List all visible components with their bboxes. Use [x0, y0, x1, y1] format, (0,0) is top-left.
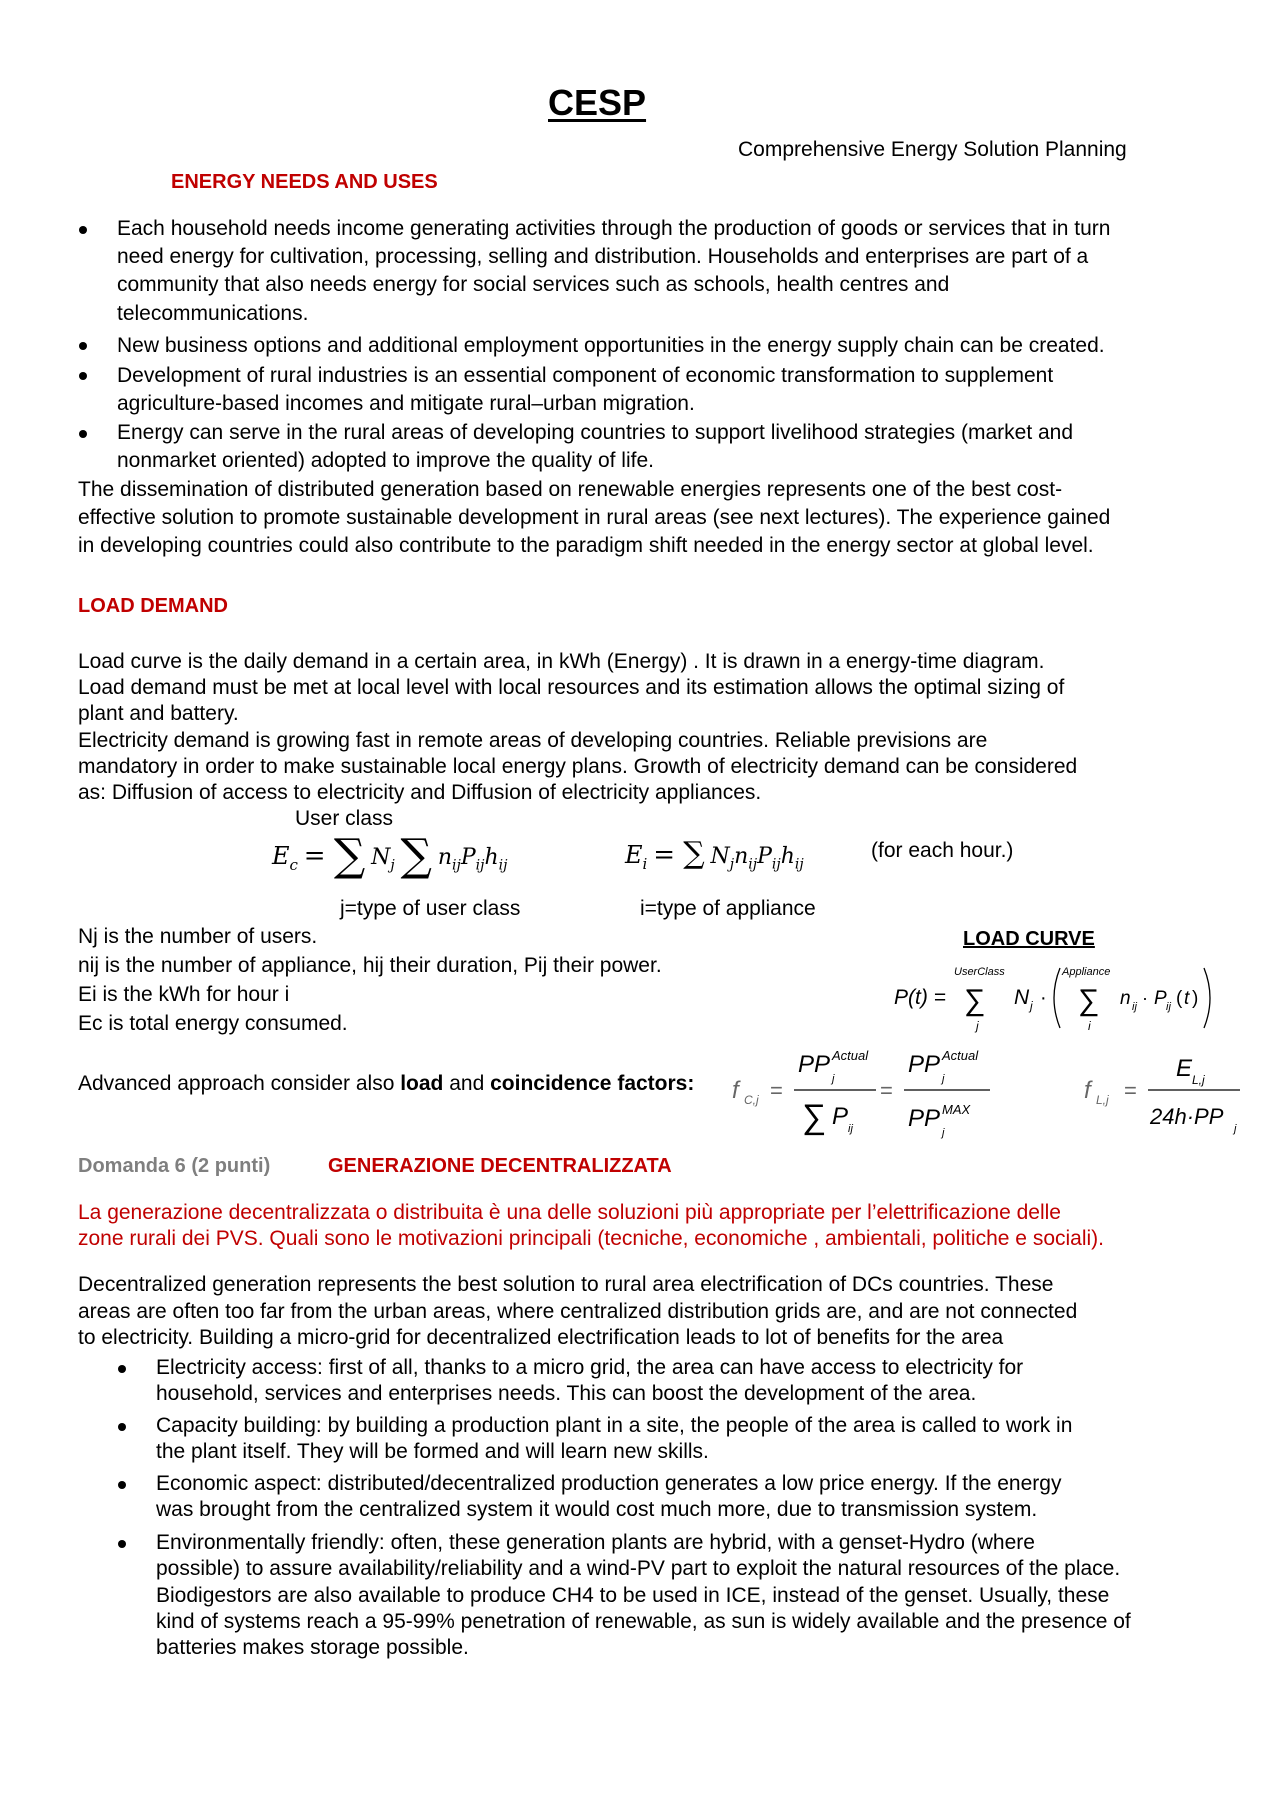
bullet-marker [118, 1540, 126, 1548]
page-subtitle: Comprehensive Energy Solution Planning [738, 138, 1127, 161]
svg-text:=: = [880, 1078, 893, 1103]
svg-text:N: N [1014, 986, 1030, 1009]
advanced-middle: and [443, 1072, 491, 1095]
load-curve-lhs: P(t) = [894, 986, 946, 1009]
list-item-line: possible) to assure availability/reliability and a wind-PV part to exploit the natural resources of the place. [156, 1557, 1121, 1580]
svg-text:PP: PP [908, 1051, 941, 1078]
paragraph-line: effective solution to promote sustainable development in rural areas (see next lectures). The experience gained [78, 506, 1111, 529]
svg-text:j: j [1030, 999, 1033, 1013]
bullet-marker [118, 1365, 126, 1373]
svg-text:j: j [976, 1019, 979, 1033]
advanced-prefix: Advanced approach consider also [78, 1072, 401, 1095]
load-curve-heading: LOAD CURVE [963, 928, 1095, 950]
definition-line: Ei is the kWh for hour i [78, 983, 290, 1006]
svg-text:j: j [832, 1073, 835, 1085]
question-line: La generazione decentralizzata o distribuita è una delle soluzioni più appropriate per l’elettrificazione delle [78, 1201, 1061, 1224]
list-item-line: kind of systems reach a 95-99% penetration of renewable, as sun is widely available and the presence of [156, 1610, 1131, 1633]
paragraph-line: to electricity. Building a micro-grid for decentralized electrification leads to lot of benefits for the area [78, 1326, 1004, 1349]
svg-text:Actual: Actual [832, 1048, 869, 1063]
advanced-bold-coincidence: coincidence factors: [490, 1072, 695, 1095]
svg-text:ij: ij [1166, 1001, 1171, 1013]
list-item-line: household, services and enterprises needs. This can boost the development of the area. [156, 1382, 977, 1405]
load-factor-formula [1080, 1040, 1250, 1140]
bullet-marker [79, 226, 87, 234]
svg-text:ij: ij [848, 1123, 853, 1135]
paragraph-line: Decentralized generation represents the best solution to rural area electrification of DCs countries. These [78, 1273, 1054, 1296]
svg-text:i: i [1088, 1019, 1091, 1033]
list-item-line: Environmentally friendly: often, these generation plants are hybrid, with a genset-Hydro (where [156, 1531, 1035, 1554]
bullet-marker [79, 342, 87, 350]
list-item-line: the plant itself. They will be formed and will learn new skills. [156, 1440, 709, 1463]
bullet-marker [79, 372, 87, 380]
svg-text:j: j [942, 1127, 945, 1139]
list-item-line: New business options and additional employment opportunities in the energy supply chain can be created. [117, 334, 1105, 357]
bullet-marker [118, 1481, 126, 1489]
list-item-line: community that also needs energy for social services such as schools, health centres and [117, 273, 950, 296]
svg-text:L,j: L,j [1096, 1093, 1109, 1107]
svg-text:n: n [1120, 988, 1131, 1009]
advanced-approach-text [78, 1070, 694, 1098]
svg-text:∑: ∑ [1078, 984, 1100, 1017]
list-item-line: agriculture-based incomes and mitigate rural–urban migration. [117, 392, 695, 415]
svg-text:f: f [1084, 1077, 1091, 1104]
svg-text:j: j [942, 1073, 945, 1085]
svg-text:L,j: L,j [1192, 1073, 1205, 1087]
svg-text:MAX: MAX [942, 1102, 971, 1117]
paragraph-line: Load demand must be met at local level with local resources and its estimation allows the optimal sizing of [78, 676, 1065, 699]
list-item-line: Capacity building: by building a production plant in a site, the people of the area is called to work in [156, 1414, 1073, 1437]
svg-text:ij: ij [1132, 1001, 1137, 1013]
paragraph-line: The dissemination of distributed generation based on renewable energies represents one of the best cost- [78, 478, 1063, 501]
definition-line: Nj is the number of users. [78, 925, 318, 948]
svg-text:24h·PP: 24h·PP [1150, 1104, 1224, 1129]
coincidence-factor-formula [728, 1040, 1003, 1140]
definition-line: nij is the number of appliance, hij their duration, Pij their power. [78, 954, 662, 977]
i-label: i=type of appliance [640, 897, 816, 920]
svg-text:·: · [1040, 987, 1047, 1009]
svg-text:(: ( [1176, 988, 1183, 1009]
bullet-marker [118, 1423, 126, 1431]
svg-text:t: t [1184, 988, 1190, 1009]
section-heading-load-demand: LOAD DEMAND [78, 595, 228, 617]
load-curve-formula [890, 960, 1220, 1035]
svg-text:P: P [1154, 988, 1167, 1009]
svg-text:=: = [1124, 1078, 1137, 1103]
svg-text:): ) [1192, 988, 1199, 1009]
page-title: CESP [548, 82, 647, 123]
list-item-line: telecommunications. [117, 302, 309, 325]
question-line: zone rurali dei PVS. Quali sono le motivazioni principali (tecniche, economiche , ambientali, politiche e sociali). [78, 1227, 1105, 1250]
svg-text:Actual: Actual [942, 1048, 979, 1063]
j-label: j=type of user class [340, 897, 521, 920]
advanced-bold-load: load [400, 1072, 444, 1095]
svg-text:C,j: C,j [744, 1093, 759, 1107]
bullet-marker [79, 430, 87, 438]
list-item-line: nonmarket oriented) adopted to improve the quality of life. [117, 449, 654, 472]
definition-line: Ec is total energy consumed. [78, 1012, 348, 1035]
user-class-limit: UserClass [954, 966, 1005, 978]
formula-ei: $E_i$ = ∑ $N_jn_{ij}P_{ij}h_{ij}$ [625, 836, 804, 873]
paragraph-line: Electricity demand is growing fast in remote areas of developing countries. Reliable previsions are [78, 729, 988, 752]
list-item-line: Economic aspect: distributed/decentralized production generates a low price energy. If the energy [156, 1472, 1062, 1495]
paragraph-line: areas are often too far from the urban areas, where centralized distribution grids are, and are not connected [78, 1300, 1078, 1323]
list-item-line: Development of rural industries is an essential component of economic transformation to supplement [117, 364, 1054, 387]
list-item-line: need energy for cultivation, processing, selling and distribution. Households and enterprises are part of a [117, 245, 1089, 268]
svg-text:∑: ∑ [802, 1098, 827, 1136]
svg-text:∑: ∑ [964, 984, 986, 1017]
section-heading-energy-needs: ENERGY NEEDS AND USES [171, 171, 438, 193]
svg-text:j: j [1234, 1123, 1237, 1135]
user-class-label: User class [295, 807, 394, 830]
paragraph-line: Load curve is the daily demand in a certain area, in kWh (Energy) . It is drawn in a energy-time diagram. [78, 650, 1045, 673]
list-item-line: batteries makes storage possible. [156, 1636, 469, 1659]
list-item-line: Each household needs income generating activities through the production of goods or services that in turn [117, 217, 1111, 240]
list-item-line: Biodigestors are also available to produce CH4 to be used in ICE, instead of the genset. Usually, these [156, 1584, 1110, 1607]
section-heading-decentralized: GENERAZIONE DECENTRALIZZATA [328, 1155, 672, 1177]
list-item-line: was brought from the centralized system it would cost much more, due to transmission system. [156, 1498, 1038, 1521]
svg-text:·: · [1142, 988, 1148, 1008]
paragraph-line: in developing countries could also contribute to the paradigm shift needed in the energy sector at global level. [78, 534, 1094, 557]
question-label: Domanda 6 (2 punti) [78, 1155, 271, 1177]
appliance-limit: Appliance [1062, 966, 1111, 978]
for-each-hour-note: (for each hour.) [871, 839, 1014, 862]
svg-text:=: = [770, 1078, 783, 1103]
svg-text:f: f [732, 1077, 739, 1104]
list-item-line: Energy can serve in the rural areas of developing countries to support livelihood strategies (market and [117, 421, 1074, 444]
paragraph-line: plant and battery. [78, 702, 239, 725]
list-item-line: Electricity access: first of all, thanks to a micro grid, the area can have access to electricity for [156, 1356, 1024, 1379]
paragraph-line: mandatory in order to make sustainable local energy plans. Growth of electricity demand can be considered [78, 755, 1078, 778]
paragraph-line: as: Diffusion of access to electricity and Diffusion of electricity appliances. [78, 781, 762, 804]
formula-ec: $E_c$ = ∑ $N_j$ ∑ $n_{ij}P_{ij}h_{ij}$ [272, 830, 508, 881]
svg-text:E: E [1176, 1055, 1193, 1082]
svg-text:PP: PP [798, 1051, 831, 1078]
svg-text:P: P [832, 1103, 849, 1130]
svg-text:PP: PP [908, 1105, 941, 1132]
